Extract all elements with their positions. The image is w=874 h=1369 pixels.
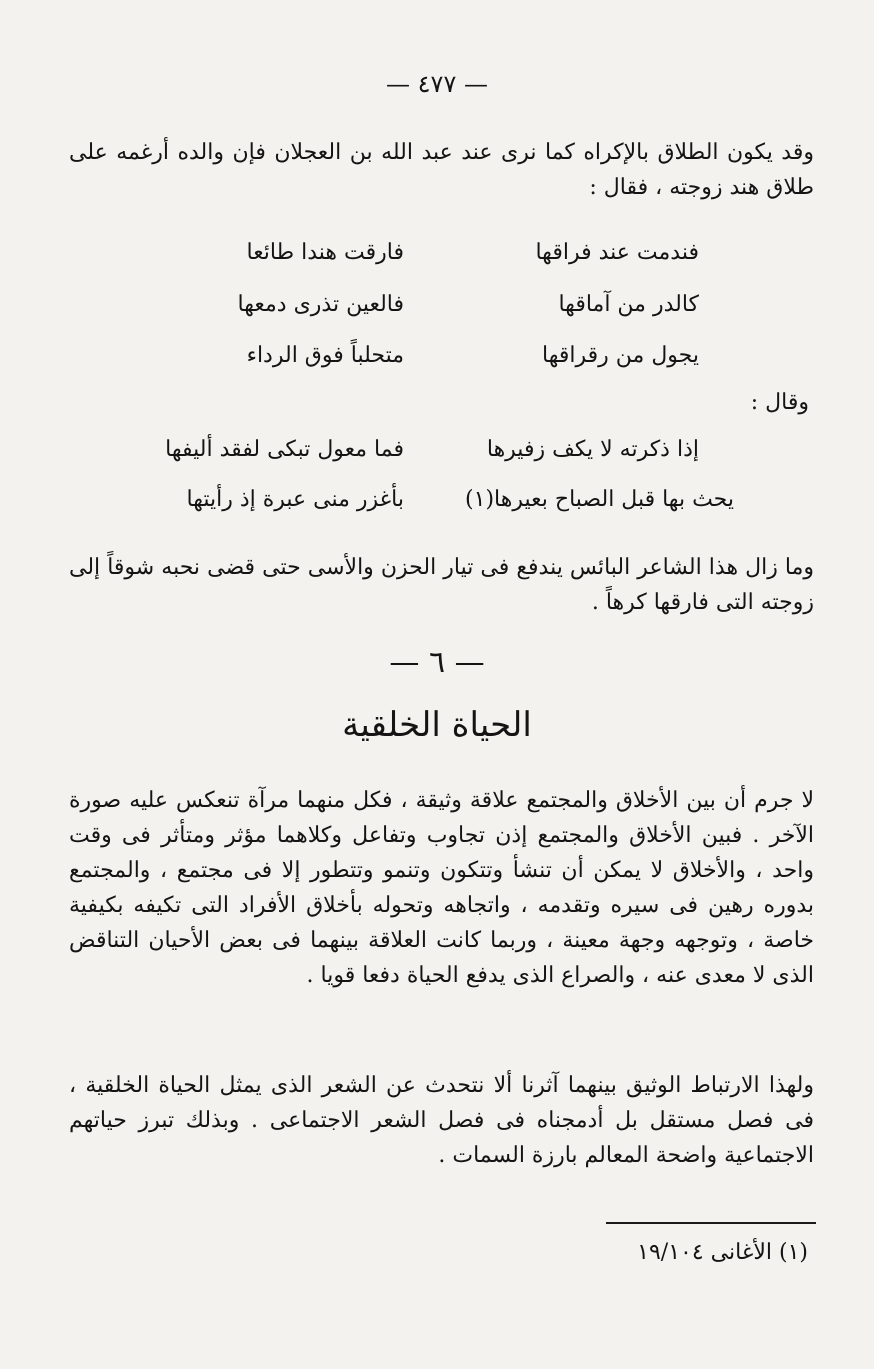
poem1-verse1-first: فارقت هندا طائعا bbox=[246, 240, 404, 265]
poem2-verse2-second: يحث بها قبل الصباح بعيرها(١) bbox=[465, 487, 734, 512]
body-paragraph-2: ولهذا الارتباط الوثيق بينهما آثرنا ألا نتحدث عن الشعر الذى يمثل الحياة الخلقية ، فى فصل مستقل بل أدمجناه فى فصل الشعر الاجتماعى . وبذلك تبرز حياتهم الاجتماعية واضحة المعالم بارزة السمات . bbox=[69, 1073, 814, 1168]
footnote: (١) الأغانى ١٩/١٠٤ bbox=[637, 1240, 808, 1265]
body-paragraph-1: لا جرم أن بين الأخلاق والمجتمع علاقة وثيقة ، فكل منهما مرآة تنعكس عليه صورة الآخر . فبين الأخلاق والمجتمع إذن تجاوب وتفاعل وكلاهما مؤثر ومتأثر فى وقت واحد ، والأخلاق لا يمكن أن تنشأ وتتكون وتنمو وتتطور إلا فى مجتمع ، والمجتمع بدوره رهين فى سيره وتقدمه ، واتجاهه وتحوله بأخلاق الأفراد التى تكيفه بكيفية خاصة ، وتوجهه وجهة معينة ، وربما كانت العلاقة بينهما فى بعض الأحيان التناقض الذى لا معدى عنه ، والصراع الذى يدفع الحياة دفعا قويا . bbox=[69, 788, 814, 988]
poem1-verse1-second: فندمت عند فراقها bbox=[535, 240, 699, 265]
poem2-verse2-first: بأغزر منى عبرة إذ رأيتها bbox=[186, 487, 404, 512]
page-number: — ٤٧٧ — bbox=[386, 70, 488, 98]
poem1-verse2-second: كالدر من آماقها bbox=[558, 292, 699, 317]
poem2-verse1-first: فما معول تبكى لفقد أليفها bbox=[165, 437, 404, 462]
closing-paragraph: وما زال هذا الشاعر البائس يندفع فى تيار الحزن والأسى حتى قضى نحبه شوقاً إلى زوجته التى فارقها كرهاً . bbox=[69, 555, 814, 615]
wa-qal-label: وقال : bbox=[750, 390, 809, 415]
section-title: الحياة الخلقية bbox=[342, 705, 532, 745]
poem1-verse3-first: متحلباً فوق الرداء bbox=[246, 343, 404, 368]
intro-paragraph: وقد يكون الطلاق بالإكراه كما نرى عند عبد الله بن العجلان فإن والده أرغمه على طلاق هند زوجته ، فقال : bbox=[69, 140, 814, 200]
poem1-verse2-first: فالعين تذرى دمعها bbox=[237, 292, 404, 317]
poem2-verse1-second: إذا ذكرته لا يكف زفيرها bbox=[486, 437, 699, 462]
poem1-verse3-second: يجول من رقراقها bbox=[542, 343, 699, 368]
section-number: — ٦ — bbox=[389, 645, 485, 680]
footnote-rule bbox=[606, 1222, 816, 1224]
